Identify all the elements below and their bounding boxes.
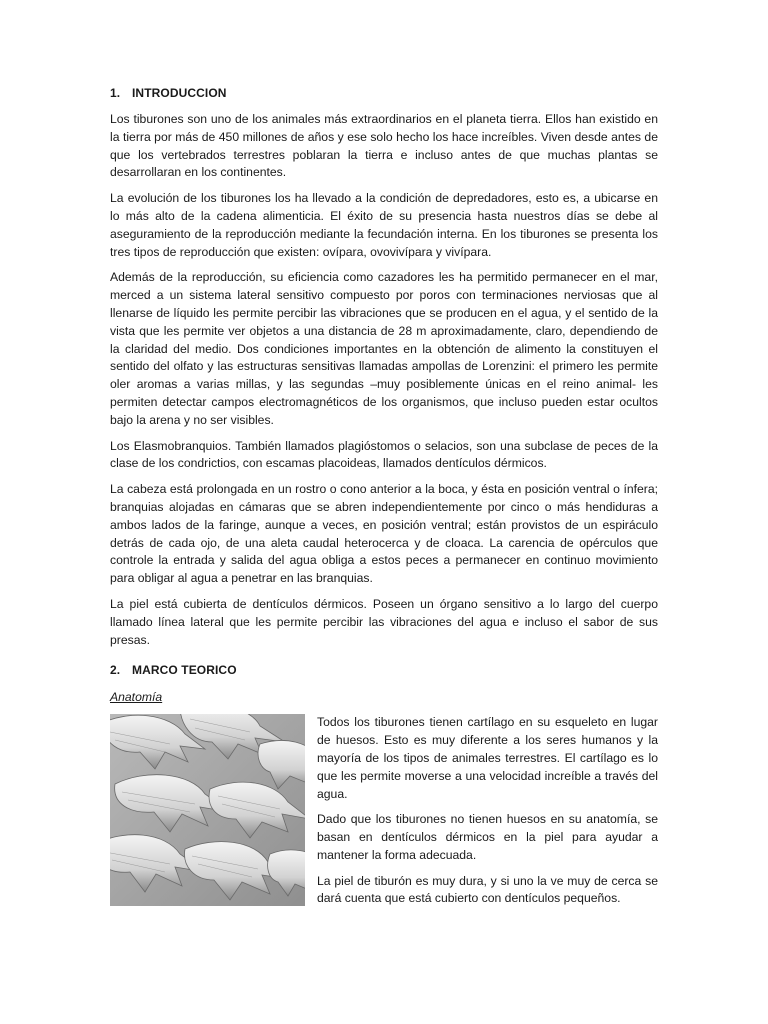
section-heading-introduccion bbox=[110, 84, 658, 102]
document-body bbox=[110, 84, 658, 916]
paragraph: Los Elasmobranquios. También llamados plagióstomos o selacios, son una subclase de peces de la clase de los condrictios, con escamas placoideas, llamados dentículos dérmicos. bbox=[110, 438, 658, 471]
paragraph: Además de la reproducción, su eficiencia como cazadores les ha permitido permanecer en el mar, merced a un sistema lateral sensitivo compuesto por poros con terminaciones nerviosas que al llenarse de líquido les permite percibir las vibraciones que se producen en el agua, y el sentido de la vista que les permite ver objetos a una distancia de 28 m aproximadamente, claro, dependiendo de la claridad del medio. Dos condiciones importantes en la obtención de alimento la constituyen el sentido del olfato y las estructuras sensitivas llamadas ampollas de Lorenzini: el primero les permite oler aromas a varias millas, y las segundas –muy posiblemente únicas en el reino animal- les permiten detectar campos electromagnéticos de los organismos, que incluso pueden estar ocultos bajo la arena y no ser visibles. bbox=[110, 270, 658, 427]
anatomy-section bbox=[110, 714, 658, 916]
paragraph: La piel está cubierta de dentículos dérmicos. Poseen un órgano sensitivo a lo largo del cuerpo llamado línea lateral que les permite percibir las vibraciones del agua e incluso el sabor de sus presas. bbox=[110, 596, 658, 647]
paragraph: La evolución de los tiburones los ha llevado a la condición de depredadores, esto es, a ubicarse en lo más alto de la cadena alimenticia. El éxito de su presencia hasta nuestros días se debe al aseguramiento de la reproducción mediante la fecundación interna. En los tiburones se presenta los tres tipos de reproducción que existen: ovípara, ovovivípara y vivípara. bbox=[110, 191, 658, 259]
section-title: INTRODUCCION bbox=[132, 86, 227, 100]
shark-skin-micrograph-image bbox=[110, 714, 305, 906]
section-heading-marco-teorico bbox=[110, 661, 658, 679]
paragraph: Todos los tiburones tienen cartílago en su esqueleto en lugar de huesos. Esto es muy diferente a los seres humanos y la mayoría de los tipos de animales terrestres. El cartílago es lo que les permite moverse a una velocidad increíble a través del agua. bbox=[317, 715, 658, 801]
denticles-icon bbox=[110, 714, 305, 906]
section-number: 2. bbox=[110, 663, 121, 678]
paragraph: Dado que los tiburones no tienen huesos en su anatomía, se basan en dentículos dérmicos en la piel para ayudar a mantener la forma adecuada. bbox=[317, 812, 658, 862]
anatomy-text bbox=[317, 714, 658, 916]
paragraph: Los tiburones son uno de los animales más extraordinarios en el planeta tierra. Ellos han existido en la tierra por más de 450 millones de años y ese solo hecho los hace increíbles. Viven desde antes de que los vertebrados terrestres poblaran la tierra e incluso antes de que muchas plantas se desarrollaran en los continentes. bbox=[110, 112, 658, 180]
paragraph: La piel de tiburón es muy dura, y si uno la ve muy de cerca se dará cuenta que está cubierto con dentículos pequeños. bbox=[317, 873, 658, 906]
section-number: 1. bbox=[110, 86, 121, 100]
subsection-heading: Anatomía bbox=[110, 690, 163, 705]
section-title: MARCO TEORICO bbox=[132, 663, 237, 678]
paragraph: La cabeza está prolongada en un rostro o cono anterior a la boca, y ésta en posición ventral o ínfera; branquias alojadas en cámaras que se abren independientemente por cinco o más hendiduras a ambos lados de la faringe, aunque a veces, en posición ventral; están provistos de un espiráculo detrás de cada ojo, de una aleta caudal heterocerca y de cloaca. La carencia de opérculos que controle la entrada y salida del agua obliga a estos peces a permanecer en continuo movimiento para obligar al agua a penetrar en las branquias. bbox=[110, 482, 658, 586]
